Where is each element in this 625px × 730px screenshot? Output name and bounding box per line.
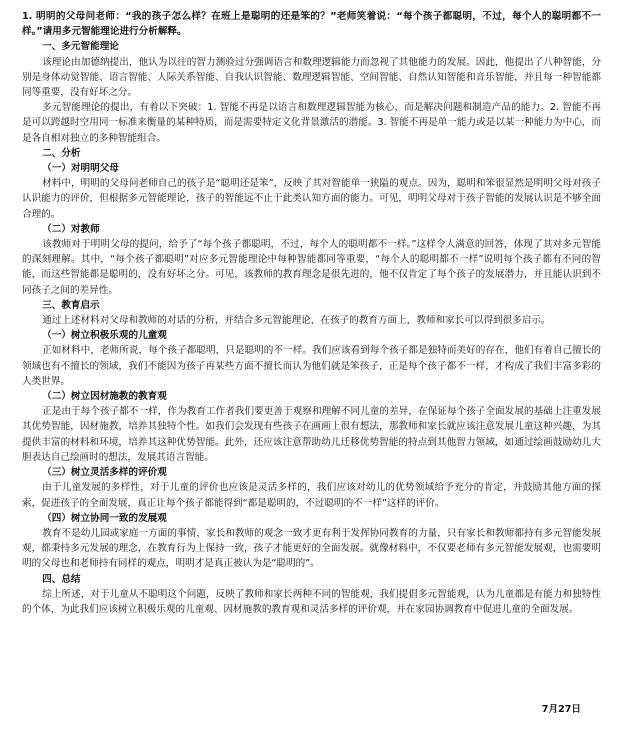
section-4-heading: 四、总结 [42,573,81,585]
section-2-subheading-2: （二）对教师 [42,223,100,235]
section-1-paragraph-2: 多元智能理论的提出，有着以下突破：1. 智能不再是以语言和数理逻辑智能为核心，而是解决问题和制造产品的能力。2. 智能不再是可以跨越时空用同一标准来衡量的某种特质，而是需要特定文化背景激活的潜能。3. 智能不再是单一能力或是以某一种能力为中心，而是各自相对独立的多种智能组合。 [22,102,601,144]
section-3-heading: 三、教育启示 [42,299,100,311]
section-3-paragraph-3: 由于儿童发展的多样性，对于儿童的评价也应该是灵活多样的，我们应该对幼儿的优势领域给予充分的肯定，并鼓励其他方面的探索，促进孩子的全面发展，真正让每个孩子都能得到“都是聪明的，不过聪明的不一样”这样的评价。 [22,482,601,509]
section-2-subheading-1: （一）对明明父母 [42,163,119,175]
section-1-paragraph-1: 该理论由加德纳提出，他认为以往的智力测验过分强调语言和数理逻辑能力而忽视了其他能力的发展。因此，他提出了八种智能，分别是身体动觉智能、语言智能、人际关系智能、自我认识智能、数理逻辑智能、空间智能、自然认知智能和音乐智能，并且每一种智能都同等重要，没有好坏之分。 [22,56,601,99]
question-text: 1. 明明的父母问老师：“我的孩子怎么样？在班上是聪明的还是笨的？”老师笑着说：“每个孩子都聪明，不过，每个人的聪明都不一样。”请用多元智能理论进行分析解释。 [22,11,601,38]
section-3-intro: 通过上述材料对父母和教师的对话的分析，并结合多元智能理论，在孩子的教育方面上，教师和家长可以得到很多启示。 [42,315,551,327]
section-3-subheading-2: （二）树立因材施教的教育观 [42,391,167,403]
section-2-paragraph-1: 材料中，明明的父母问老师自己的孩子是“聪明还是笨”，反映了其对智能单一狭隘的观点。因为，聪明和笨很显然是明明父母对孩子认识能力的评价，但根据多元智能理论，孩子的智能远不止于此类认知方面的能力。可见，明明父母对于孩子智能的发展认识是不够全面合理的。 [22,178,601,220]
section-3-paragraph-1: 正如材料中，老师所说，每个孩子都聪明，只是聪明的不一样。我们应该看到每个孩子都是独特而美好的存在，他们有着自己擅长的领域也有不擅长的领域，我们不能因为孩子再某些方面不擅长而认为他们就是笨孩子，正是每个孩子都不一样，才构成了我们丰富多彩的人类世界。 [22,345,601,387]
section-3-paragraph-4: 教育不是幼儿园或家庭一方面的事情，家长和教师的观念一致才更有利于发挥协同教育的力量，只有家长和教师都持有多元智能发展观，都秉持多元发展的理念，在教育行为上保持一致，孩子才能更好的全面发展。就像材料中，不仅要老师有多元智能发展观，也需要明明的父母也和老师持有同样的观点，明明才是真正被认为是“聪明的”。 [22,527,601,570]
section-3-subheading-3: （三）树立灵活多样的评价观 [42,467,167,479]
section-3-paragraph-2: 正是由于每个孩子都不一样，作为教育工作者我们要更善于观察和理解不同儿童的差异，在保证每个孩子全面发展的基础上注重发展其优势智能，因材施教，培养其独特个性。如我们会发现有些孩子在画画上很有想法，那教师和家长就应该注意发展儿童这种兴趣，为其提供丰富的材料和环境，培养其这种优势智能。此外，还应该注意帮助幼儿迁移优势智能的特点到其他智力领域，如通过绘画鼓励幼儿大胆表达自己绘画时的想法，发展其语言智能。 [22,406,601,463]
section-2-paragraph-2: 该教师对于明明父母的提问，给予了“每个孩子都聪明，不过，每个人的聪明都不一样。”这样令人满意的回答，体现了其对多元智能的深刻理解。其中，“每个孩子都聪明”对应多元智能理论中每种智能都同等重要，“每个人的聪明都不一样”说明每个孩子都有不同的智能，而这些智能都是聪明的，没有好坏之分。可见，该教师的教育理念是很先进的，他不仅肯定了每个孩子的发展潜力，并且能认识到不同孩子之间的差异性。 [22,239,601,296]
date-label: 7月27日 [541,704,581,715]
section-3-subheading-4: （四）树立协同一致的发展观 [42,512,167,524]
section-2-heading: 二、分析 [42,147,81,159]
section-1-heading: 一、多元智能理论 [42,41,119,53]
section-3-subheading-1: （一）树立积极乐观的儿童观 [42,330,167,342]
section-4-paragraph-1: 综上所述，对于儿童从不聪明这个问题，反映了教师和家长两种不同的智能观，我们提倡多元智能观，认为儿童都是有能力和独特性的个体，为此我们应该树立积极乐观的儿童观、因材施教的教育观和灵活多样的评价观，并在家园协调教育中促进儿童的全面发展。 [22,588,601,615]
